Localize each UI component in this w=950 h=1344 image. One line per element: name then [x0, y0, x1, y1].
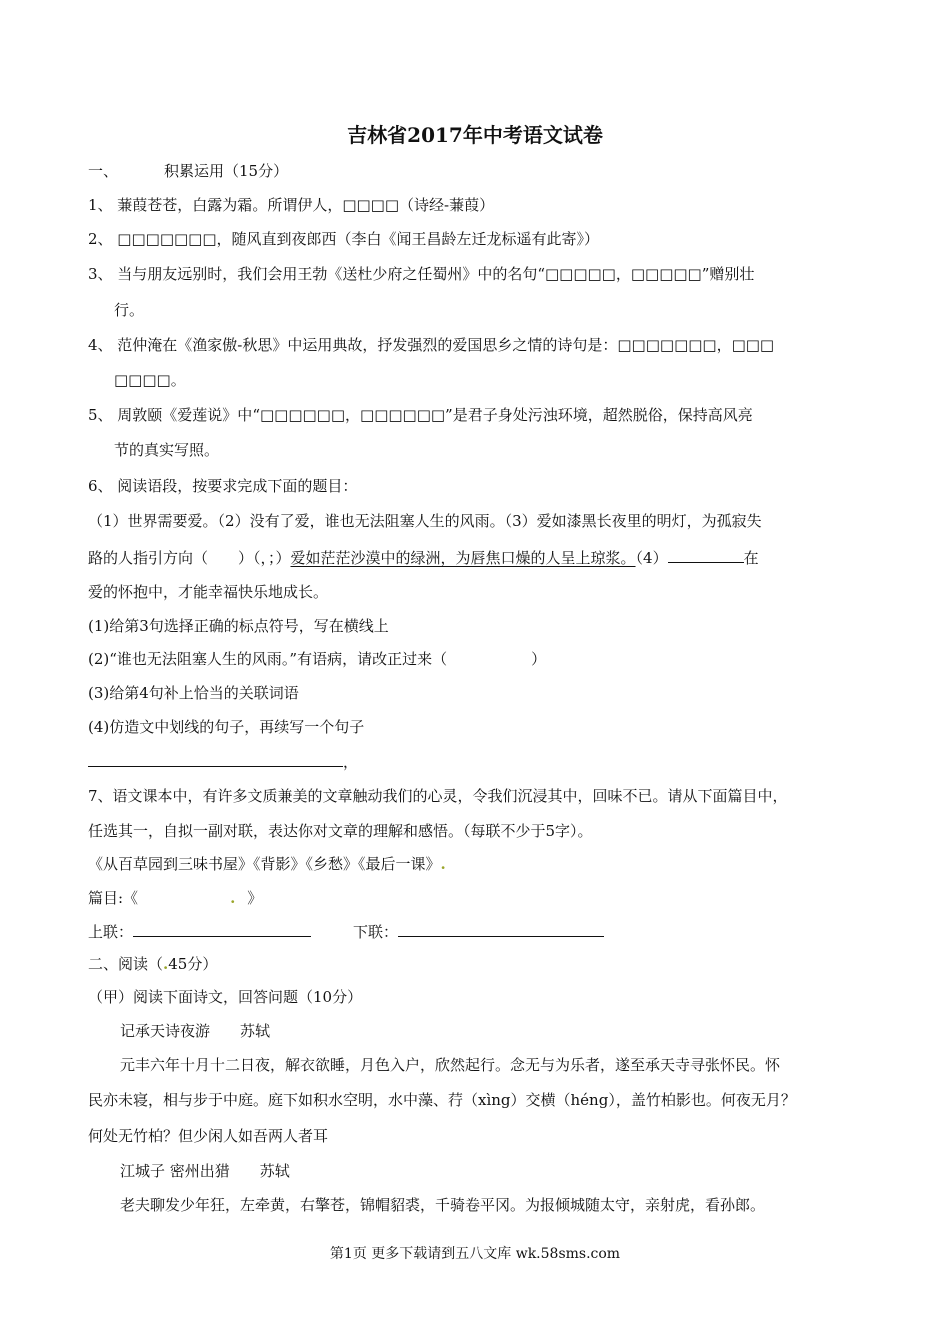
question-4-line-2: □□□□。 — [114, 371, 186, 389]
shanglian-blank[interactable] — [133, 920, 311, 937]
section-1-title: 积累运用（15分） — [164, 162, 289, 180]
pianmu-label: 篇目:《 — [88, 889, 139, 907]
section-2-title-b: 45分） — [168, 955, 218, 973]
poem-2-title: 江城子 密州出猎 苏轼 — [120, 1162, 290, 1180]
section-1-number: 一、 — [88, 162, 119, 180]
comma: ， — [343, 753, 359, 771]
question-6-sub-4-answer — [88, 750, 358, 773]
pianmu-end: 》 — [247, 889, 263, 907]
question-5-line-1: 5、 周敦颐《爱莲说》中“□□□□□□，□□□□□□”是君子身处污浊环境，超然脱俗，保持高风亮 — [88, 406, 753, 424]
question-2: 2、 □□□□□□□，随风直到夜郎西（李白《闻王昌龄左迁龙标遥有此寄》） — [88, 230, 600, 248]
poem-1-line-1: 元丰六年十月十二日夜，解衣欲睡，月色入户，欣然起行。念无与为乐者，遂至承天寺寻张怀民。怀 — [120, 1056, 781, 1074]
question-6-passage-line-1: （1）世界需要爱。（2）没有了爱，谁也无法阻塞人生的风雨。（3）爱如漆黑长夜里的明灯，为孤寂失 — [88, 512, 762, 530]
xialian-label: 下联： — [353, 923, 399, 941]
question-6-passage-line-3: 爱的怀抱中，才能幸福快乐地成长。 — [88, 583, 329, 601]
article-titles: 《从百草园到三味书屋》《背影》《乡愁》《最后一课》 — [88, 855, 441, 873]
reading-jia-heading: （甲）阅读下面诗文，回答问题（10分） — [88, 988, 363, 1006]
section-2-title-a: 二、阅读（ — [88, 955, 164, 973]
passage-text: （4） — [635, 549, 668, 567]
section-2-heading — [88, 953, 217, 975]
question-6-sub-1: (1)给第3句选择正确的标点符号，写在横线上 — [88, 617, 389, 635]
sub-2-text: (2)“谁也无法阻塞人生的风雨。”有语病，请改正过来（ — [88, 650, 448, 668]
passage-text: 路的人指引方向（ ）（，；） — [88, 549, 291, 567]
answer-blank[interactable] — [88, 750, 343, 767]
passage-text: 在 — [743, 549, 759, 567]
page-title: 吉林省2017年中考语文试卷 — [347, 123, 603, 147]
question-3-line-2: 行。 — [114, 301, 145, 319]
section-1-heading — [88, 160, 288, 182]
dot-mark: . — [440, 855, 446, 873]
underlined-sentence: 爱如茫茫沙漠中的绿洲，为唇焦口燥的人呈上琼浆。 — [290, 549, 636, 567]
dot-mark: . — [230, 889, 236, 907]
shanglian-label: 上联： — [88, 923, 134, 941]
dot-mark: . — [163, 955, 169, 973]
question-7-line-2: 任选其一，自拟一副对联，表达你对文章的理解和感悟。（每联不少于5字）。 — [88, 822, 593, 840]
question-6-passage-line-2 — [88, 546, 759, 569]
pianmu-line — [88, 887, 262, 909]
question-7-line-1: 7、语文课本中，有许多文质兼美的文章触动我们的心灵，令我们沉浸其中，回味不已。请从下面篇目中， — [88, 787, 788, 805]
sub-2-end: ） — [531, 650, 547, 668]
question-6-sub-2 — [88, 648, 546, 670]
xialian-blank[interactable] — [398, 920, 604, 937]
question-7-titles — [88, 853, 446, 875]
question-3-line-1: 3、 当与朋友远别时，我们会用王勃《送杜少府之任蜀州》中的名句“□□□□□，□□□□□”赠别壮 — [88, 265, 755, 283]
question-5-line-2: 节的真实写照。 — [114, 441, 220, 459]
poem-1-title: 记承天诗夜游 苏轼 — [120, 1022, 271, 1040]
couplet-line — [88, 920, 604, 943]
poem-2-line-1: 老夫聊发少年狂，左牵黄，右擎苍，锦帽貂裘，千骑卷平冈。为报倾城随太守，亲射虎，看孙郎。 — [120, 1196, 766, 1214]
question-6-heading: 6、 阅读语段，按要求完成下面的题目： — [88, 477, 358, 495]
answer-blank[interactable] — [668, 546, 744, 563]
question-1: 1、 蒹葭苍苍，白露为霜。所谓伊人，□□□□（诗经-蒹葭） — [88, 196, 495, 214]
question-6-sub-4: (4)仿造文中划线的句子，再续写一个句子 — [88, 718, 365, 736]
page-footer: 第1页 更多下载请到五八文库 wk.58sms.com — [329, 1246, 621, 1262]
question-6-sub-3: (3)给第4句补上恰当的关联词语 — [88, 684, 299, 702]
poem-1-line-2: 民亦未寝，相与步于中庭。庭下如积水空明，水中藻、荇（xìng）交横（héng），盖竹柏影也。何夜无月？ — [88, 1091, 796, 1109]
poem-1-line-3: 何处无竹柏？但少闲人如吾两人者耳 — [88, 1127, 329, 1145]
question-4-line-1: 4、 范仲淹在《渔家傲-秋思》中运用典故，抒发强烈的爱国思乡之情的诗句是：□□□□□□□，□□□ — [88, 336, 775, 354]
